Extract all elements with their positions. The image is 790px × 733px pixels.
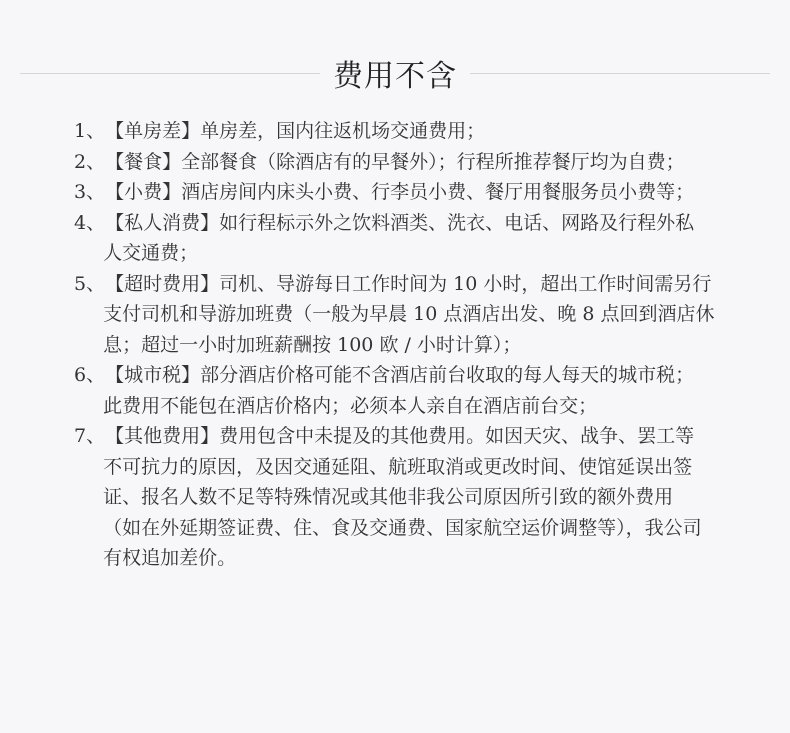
- item-text: 【超时费用】司机、导游每日工作时间为 10 小时，超出工作时间需另行: [105, 272, 712, 295]
- list-item: [74, 360, 754, 421]
- title-divider-left: [20, 73, 320, 74]
- item-text: 【其他费用】费用包含中未提及的其他费用。如因天灾、战争、罢工等: [105, 425, 695, 447]
- list-item: [74, 177, 754, 208]
- item-text: 【餐食】全部餐食（除酒店有的早餐外）；行程所推荐餐厅均为自费；: [105, 150, 685, 173]
- title-divider-right: [470, 73, 770, 74]
- item-number: 2、: [74, 150, 106, 173]
- item-number: 3、: [74, 181, 106, 203]
- item-text-continued: （如在外延期签证费、住、食及交通费、国家航空运价调整等），我公司: [103, 516, 702, 539]
- item-number: 7、: [74, 425, 106, 447]
- list-item: [74, 269, 754, 361]
- item-text-continued: 证、报名人数不足等特殊情况或其他非我公司原因所引致的额外费用: [103, 486, 674, 508]
- list-item: [74, 147, 754, 178]
- item-text-continued: 支付司机和导游加班费（一般为早晨 10 点酒店出发、晚 8 点回到酒店休: [103, 303, 715, 325]
- item-number: 4、: [74, 211, 106, 234]
- item-text: 【城市税】部分酒店价格可能不含酒店前台收取的每人每天的城市税；: [105, 364, 695, 386]
- section-header: [20, 50, 770, 96]
- item-text: 【小费】酒店房间内床头小费、行李员小费、餐厅用餐服务员小费等；: [105, 181, 695, 203]
- item-text-continued: 不可抗力的原因，及因交通延阻、航班取消或更改时间、使馆延误出签: [103, 455, 693, 478]
- item-text-continued: 此费用不能包在酒店价格内；必须本人亲自在酒店前台交；: [103, 394, 598, 417]
- item-number: 6、: [74, 364, 106, 386]
- item-text: 【私人消费】如行程标示外之饮料酒类、洗衣、电话、网路及行程外私: [105, 211, 695, 234]
- list-item: [74, 116, 754, 147]
- item-text-continued: 人交通费；: [103, 242, 199, 264]
- list-item: [74, 421, 754, 574]
- item-text: 【单房差】单房差，国内往返机场交通费用；: [105, 120, 486, 142]
- item-number: 1、: [74, 120, 106, 142]
- section-title: 费用不含: [333, 59, 457, 94]
- exclusions-list: [74, 116, 754, 574]
- item-text-continued: 有权追加差价。: [103, 547, 237, 569]
- item-text-continued: 息；超过一小时加班薪酬按 100 欧 / 小时计算）；: [103, 333, 522, 356]
- list-item: [74, 208, 754, 269]
- item-number: 5、: [74, 272, 106, 295]
